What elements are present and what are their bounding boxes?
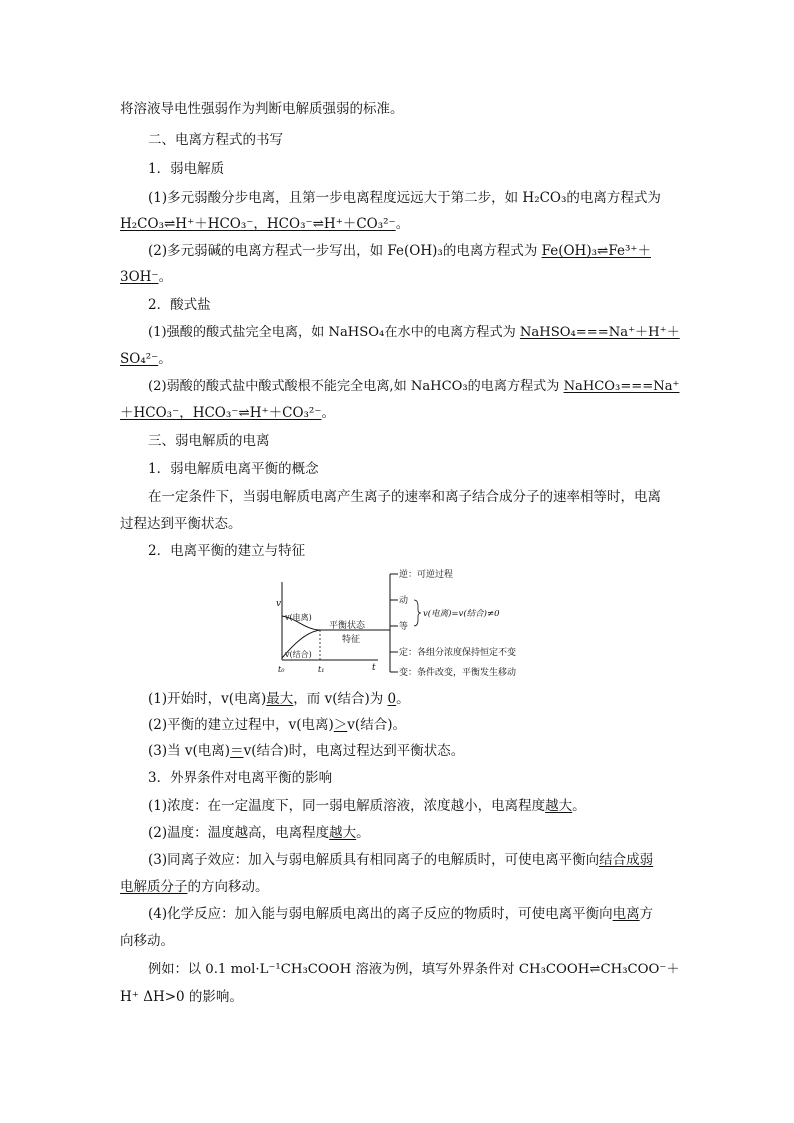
subsection-heading: 2．酸式盐 — [148, 297, 211, 313]
subsection-heading: 2．电离平衡的建立与特征 — [148, 543, 306, 559]
y-axis-label: v — [276, 599, 282, 609]
paragraph-line: ＋HCO₃⁻，HCO₃⁻⇌H⁺＋CO₃²⁻。 — [120, 405, 335, 421]
feature-reversible: 逆：可逆过程 — [399, 570, 454, 580]
paragraph-line: (3)同离子效应：加入与弱电解质具有相同离子的电解质时，可使电离平衡向结合成弱 — [148, 852, 654, 868]
feature-dynamic: 动 — [399, 596, 409, 606]
section-heading: 三、弱电解质的电离 — [148, 433, 270, 449]
feature-equal: 等 — [399, 622, 409, 632]
equilibrium-diagram — [272, 560, 572, 688]
paragraph-line: H₂CO₃⇌H⁺＋HCO₃⁻，HCO₃⁻⇌H⁺＋CO₃²⁻。 — [120, 216, 410, 232]
subsection-heading: 1．弱电解质 — [148, 161, 225, 177]
answer-equation: 3OH⁻ — [120, 269, 159, 285]
paragraph-line: 在一定条件下，当弱电解质电离产生离子的速率和离子结合成分子的速率相等时，电离 — [148, 489, 661, 505]
feature-rate-equal: v(电离)=v(结合)≠0 — [423, 609, 500, 619]
paragraph-line: (1)开始时，v(电离)最大，而 v(结合)为 0。 — [148, 691, 410, 707]
paragraph-line: (2)温度：温度越高，电离程度越大。 — [148, 825, 370, 841]
subsection-heading: 3．外界条件对电离平衡的影响 — [148, 770, 333, 786]
answer-equation: H₂CO₃⇌H⁺＋HCO₃⁻，HCO₃⁻⇌H⁺＋CO₃²⁻ — [120, 216, 396, 232]
subsection-heading: 1．弱电解质电离平衡的概念 — [148, 461, 319, 477]
feature-fixed: 定：各组分浓度保持恒定不变 — [399, 648, 517, 658]
curve-bottom-label: v(结合) — [285, 650, 312, 659]
t1-label: t₁ — [318, 665, 325, 674]
paragraph-line: (1)多元弱酸分步电离，且第一步电离程度远远大于第二步，如 H₂CO₃的电离方程式为 — [148, 190, 661, 206]
paragraph-line: (1)强酸的酸式盐完全电离，如 NaHSO₄在水中的电离方程式为 NaHSO₄===Na⁺＋H⁺＋ — [148, 325, 680, 340]
paragraph-line: 向移动。 — [120, 933, 174, 949]
curve-top-label: v(电离) — [285, 613, 312, 622]
answer-equation: Fe(OH)₃⇌Fe³⁺＋ — [541, 243, 651, 259]
paragraph-line: (2)多元弱碱的电离方程式一步写出，如 Fe(OH)₃的电离方程式为 Fe(OH)₃⇌Fe³⁺＋ — [148, 243, 651, 259]
paragraph-line: 将溶液导电性强弱作为判断电解质强弱的标准。 — [120, 101, 404, 117]
x-axis-label: t — [372, 663, 376, 673]
dynamic-equal-brace — [414, 600, 421, 626]
t0-label: t₀ — [278, 665, 285, 674]
section-heading: 二、电离方程式的书写 — [148, 132, 283, 148]
answer-equation: NaHCO₃===Na⁺ — [563, 379, 680, 394]
paragraph-line: (3)当 v(电离)＝v(结合)时，电离过程达到平衡状态。 — [148, 743, 465, 759]
paragraph-line: (2)平衡的建立过程中，v(电离)＞v(结合)。 — [148, 717, 406, 733]
paragraph-line: (4)化学反应：加入能与弱电解质电离出的离子反应的物质时，可使电离平衡向电离方 — [148, 906, 654, 922]
paragraph-line: (2)弱酸的酸式盐中酸式酸根不能完全电离,如 NaHCO₃的电离方程式为 NaHCO₃===Na⁺ — [148, 379, 680, 394]
answer-equation: NaHSO₄===Na⁺＋H⁺＋ — [519, 325, 680, 340]
feature-change: 变：条件改变，平衡发生移动 — [399, 668, 517, 678]
answer-equation: ＋HCO₃⁻，HCO₃⁻⇌H⁺＋CO₃²⁻ — [120, 405, 322, 421]
paragraph-line: 例如：以 0.1 mol·L⁻¹CH₃COOH 溶液为例，填写外界条件对 CH₃COOH⇌CH₃COO⁻＋ — [148, 962, 680, 977]
paragraph-line: 3OH⁻。 — [120, 269, 173, 285]
paragraph-line: (1)浓度：在一定温度下，同一弱电解质溶液，浓度越小，电离程度越大。 — [148, 798, 586, 814]
feature-label: 特征 — [342, 635, 361, 645]
paragraph-line: 电解质分子的方向移动。 — [120, 879, 269, 895]
paragraph-line: H⁺ ΔH>0 的影响。 — [120, 989, 243, 1005]
paragraph-line: 过程达到平衡状态。 — [120, 516, 242, 532]
answer-equation: SO₄²⁻ — [120, 351, 159, 367]
paragraph-line: SO₄²⁻。 — [120, 351, 172, 367]
state-label: 平衡状态 — [329, 621, 366, 631]
